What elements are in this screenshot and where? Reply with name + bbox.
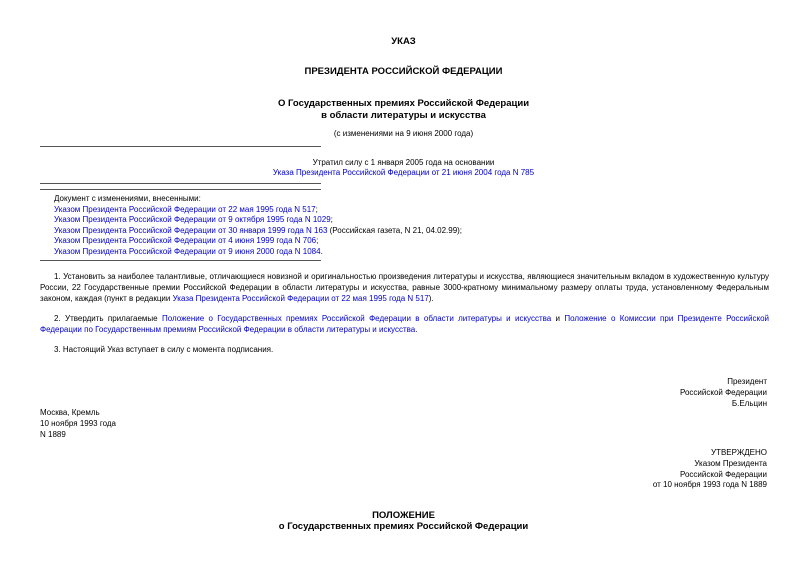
regulation-title: ПОЛОЖЕНИЕ [372,510,435,521]
p1-edition-link[interactable]: Указа Президента Российской Федерации от 22 мая 1995 года N 517 [172,293,429,303]
amendment-link[interactable]: Указом Президента Российской Федерации от 30 января 1999 года N 163 [54,225,328,235]
decree-issuer: ПРЕЗИДЕНТА РОССИЙСКОЙ ФЕДЕРАЦИИ [304,66,503,77]
paragraph-2: 2. Утвердить прилагаемые Положение о Государственных премиях Российской Федерации в области литературы и искусства и Положение о Комиссии при Президенте Российской Федерации по Государственным премиям Российской Федерации в области литературы и искусства. [40,314,769,334]
decree-title: УКАЗ [391,36,416,47]
amendment-note: (с изменениями на 9 июня 2000 года) [333,129,474,138]
regulation-prizes-link[interactable]: Положение о Государственных премиях Российской Федерации в области литературы и искусства [161,314,552,323]
paragraph-1: 1. Установить за наиболее талантливые, отличающиеся новизной и оригинальностью произведения литературы и искусства, являющиеся значительным вкладом в художественную культуру России, 22 Государственные премии Российской Федерации в области литературы и искусства, равные 3000-кратному минимальному размеру оплаты труда, установленному Федеральным законом, каждая (пункт в редакции Указа Президента Российской Федерации от 22 мая 1995 года N 517). [40,272,769,303]
signature-title: Президент [727,377,767,386]
approved-block [653,448,767,491]
approved-date: от 10 ноября 1993 года N 1889 [652,480,767,490]
decree-subject-line1: О Государственных премиях Российской Федерации [277,98,530,109]
list-item: Указом Президента Российской Федерации от 30 января 1999 года N 163 (Российская газета, N 21, 04.02.99); [54,225,463,235]
decree-number: N 1889 [40,429,66,439]
place: Москва, Кремль [40,408,100,417]
divider [40,260,321,261]
approved-label: УТВЕРЖДЕНО [710,448,767,457]
signature-block [680,377,767,409]
amendment-link[interactable]: Указом Президента Российской Федерации от 22 мая 1995 года N 517 [54,204,316,214]
paragraph-3: 3. Настоящий Указ вступает в силу с момента подписания. [54,345,274,354]
regulation-subtitle: о Государственных премиях Российской Федерации [278,521,529,532]
expired-note: Утратил силу с 1 января 2005 года на основании [312,158,495,167]
divider [40,183,321,184]
amendment-link[interactable]: Указом Президента Российской Федерации от 9 июня 2000 года N 1084 [54,246,321,256]
list-item: Указом Президента Российской Федерации от 22 мая 1995 года N 517; [54,204,318,214]
decree-subject-line2: в области литературы и искусства [321,110,486,121]
amendment-link[interactable]: Указом Президента Российской Федерации от 9 октября 1995 года N 1029 [54,215,331,225]
signature-country: Российской Федерации [680,387,767,397]
approved-country: Российской Федерации [680,469,767,479]
regulation-commission-link[interactable]: Положение о Комиссии при Президенте Российской Федерации по Государственным премиям Российской Федерации в области литературы и искусства [40,314,769,334]
list-item: Указом Президента Российской Федерации от 9 октября 1995 года N 1029; [54,215,333,225]
list-item: Указом Президента Российской Федерации от 9 июня 2000 года N 1084. [54,246,323,256]
place-date-block [40,408,116,440]
list-item: Указом Президента Российской Федерации от 4 июня 1999 года N 706; [54,236,319,246]
signature-name: Б.Ельцин [731,398,767,408]
approved-by: Указом Президента [694,458,767,468]
amendment-link[interactable]: Указом Президента Российской Федерации от 4 июня 1999 года N 706 [54,236,317,246]
changes-list [54,194,462,258]
date: 10 ноября 1993 года [40,418,116,428]
divider [40,146,321,147]
divider [40,189,321,190]
expired-basis-link[interactable]: Указа Президента Российской Федерации от 21 июня 2004 года N 785 [272,168,535,177]
changes-heading: Документ с изменениями, внесенными: [54,194,201,203]
